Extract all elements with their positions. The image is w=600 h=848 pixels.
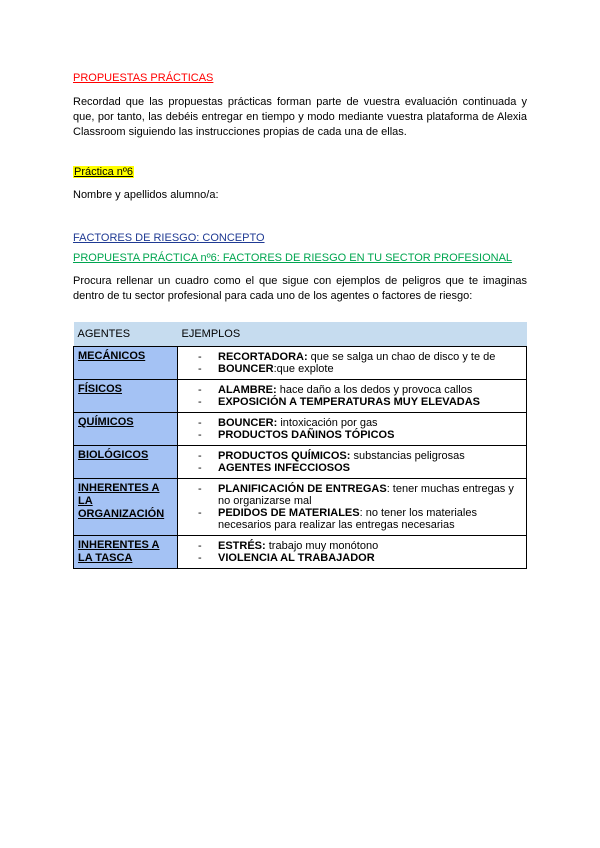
example-term: VIOLENCIA AL TRABAJADOR xyxy=(218,552,375,564)
student-name-line: Nombre y apellidos alumno/a: xyxy=(73,189,219,201)
example-term: BOUNCER xyxy=(218,363,274,375)
list-item xyxy=(198,552,522,564)
examples-cell xyxy=(178,536,527,569)
list-item xyxy=(198,462,522,474)
example-description: trabajo muy monótono xyxy=(265,540,379,552)
risk-factors-table xyxy=(73,322,527,569)
example-term: PRODUCTOS QUÍMICOS: xyxy=(218,450,351,462)
list-item xyxy=(198,429,522,441)
example-term: ALAMBRE: xyxy=(218,384,277,396)
intro-paragraph: Recordad que las propuestas prácticas forman parte de vuestra evaluación continuada y que, por tanto, las debéis entregar en tiempo y modo mediante vuestra plataforma de Alexia Classroom siguiendo las instrucciones propias de cada una de ellas. xyxy=(73,96,527,138)
example-description: substancias peligrosas xyxy=(350,450,465,462)
list-item xyxy=(198,483,522,507)
table-row xyxy=(74,479,527,536)
example-term: ESTRÉS: xyxy=(218,540,266,552)
table-row xyxy=(74,536,527,569)
list-item xyxy=(198,417,522,429)
table-row xyxy=(74,380,527,413)
examples-cell xyxy=(178,446,527,479)
header-agents: AGENTES xyxy=(74,322,178,347)
examples-list xyxy=(198,540,522,564)
list-item xyxy=(198,363,522,375)
section-title: FACTORES DE RIESGO: CONCEPTO xyxy=(73,232,265,244)
example-term: PEDIDOS DE MATERIALES xyxy=(218,507,360,519)
agent-cell: FÍSICOS xyxy=(74,380,178,413)
example-term: RECORTADORA: xyxy=(218,351,308,363)
example-term: AGENTES INFECCIOSOS xyxy=(218,462,351,474)
list-item xyxy=(198,450,522,462)
agent-cell: MECÁNICOS xyxy=(74,347,178,380)
agent-cell: INHERENTES A LA ORGANIZACIÓN xyxy=(74,479,178,536)
example-term: EXPOSICIÓN A TEMPERATURAS MUY ELEVADAS xyxy=(218,396,480,408)
list-item xyxy=(198,507,522,531)
agent-cell: QUÍMICOS xyxy=(74,413,178,446)
example-description: :que explote xyxy=(273,363,334,375)
examples-cell xyxy=(178,380,527,413)
examples-list xyxy=(198,483,522,531)
examples-list xyxy=(198,417,522,441)
example-term: PLANIFICACIÓN DE ENTREGAS xyxy=(218,483,387,495)
proposal-title: PROPUESTA PRÁCTICA nº6: FACTORES DE RIESGO EN TU SECTOR PROFESIONAL xyxy=(73,252,513,264)
list-item xyxy=(198,396,522,408)
list-item xyxy=(198,384,522,396)
example-description: : no tener los materiales necesarios para realizar las entregas necesarias xyxy=(218,507,477,531)
examples-list xyxy=(198,351,522,375)
list-item xyxy=(198,351,522,363)
example-description: que se salga un chao de disco y te de xyxy=(307,351,496,363)
examples-cell xyxy=(178,479,527,536)
instructions-paragraph: Procura rellenar un cuadro como el que sigue con ejemplos de peligros que te imaginas dentro de tu sector profesional para cada uno de los agentes o factores de riesgo: xyxy=(73,275,527,302)
examples-list xyxy=(198,384,522,408)
example-description: : tener muchas entregas y no organizarse mal xyxy=(218,483,514,507)
table-row xyxy=(74,446,527,479)
examples-cell xyxy=(178,347,527,380)
table-row xyxy=(74,347,527,380)
header-examples: EJEMPLOS xyxy=(178,322,527,347)
example-description: hace daño a los dedos y provoca callos xyxy=(276,384,473,396)
list-item xyxy=(198,540,522,552)
heading-practical-proposals: PROPUESTAS PRÁCTICAS xyxy=(73,72,214,84)
example-term: BOUNCER: xyxy=(218,417,278,429)
agent-cell: BIOLÓGICOS xyxy=(74,446,178,479)
table-header-row xyxy=(74,322,527,347)
table-row xyxy=(74,413,527,446)
practice-label: Práctica nº6 xyxy=(74,166,134,178)
examples-list xyxy=(198,450,522,474)
agent-cell: INHERENTES A LA TASCA xyxy=(74,536,178,569)
example-description: intoxicación por gas xyxy=(277,417,378,429)
examples-cell xyxy=(178,413,527,446)
example-term: PRODUCTOS DAÑINOS TÓPICOS xyxy=(218,429,395,441)
